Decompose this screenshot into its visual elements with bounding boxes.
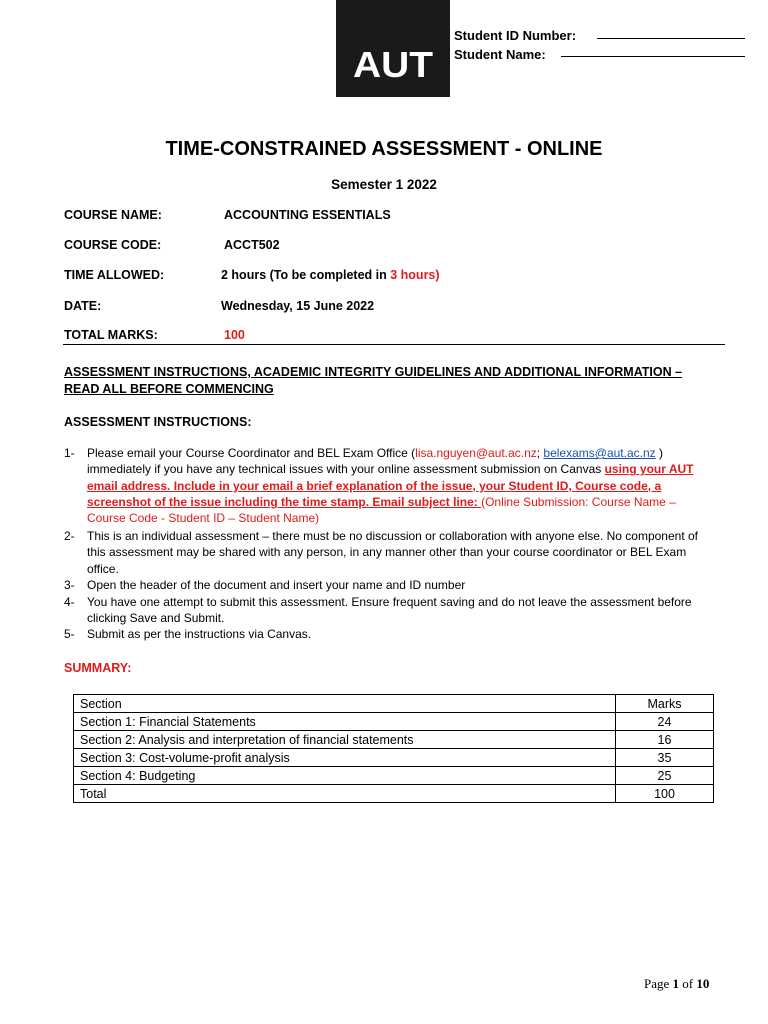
student-id-line: [597, 38, 745, 39]
page-number: [644, 976, 709, 992]
row-marks: 16: [616, 731, 714, 749]
item-number: 2-: [64, 529, 75, 543]
item-1-text-d: (Online Submission: Course Name – Course Code - Student ID – Student Name): [87, 494, 676, 526]
assessment-instructions-label: ASSESSMENT INSTRUCTIONS:: [64, 415, 252, 429]
instruction-item-4: [64, 594, 714, 627]
total-section: Total: [74, 785, 616, 803]
time-allowed-text: 2 hours (To be completed in: [221, 268, 391, 282]
page-word: Page: [644, 976, 673, 991]
item-number: 3-: [64, 578, 75, 592]
table-header-section: Section: [74, 695, 616, 713]
item-text: Submit as per the instructions via Canvas.: [87, 627, 312, 641]
date-label: DATE:: [64, 299, 102, 313]
student-name-line: [561, 56, 745, 57]
course-name-value: ACCOUNTING ESSENTIALS: [224, 208, 391, 222]
date-value: Wednesday, 15 June 2022: [221, 299, 375, 313]
row-section: Section 3: Cost-volume-profit analysis: [74, 749, 616, 767]
item-text: [87, 445, 714, 526]
student-name-label: Student Name:: [454, 47, 546, 62]
course-code-label: COURSE CODE:: [64, 238, 162, 252]
total-marks-value: 100: [224, 328, 245, 342]
row-section: Section 4: Budgeting: [74, 767, 616, 785]
table-row: [74, 767, 714, 785]
aut-logo: [336, 0, 450, 97]
row-section: Section 1: Financial Statements: [74, 713, 616, 731]
coordinator-email-link[interactable]: lisa.nguyen@aut.ac.nz: [415, 446, 537, 460]
row-marks: 35: [616, 749, 714, 767]
total-marks-label: TOTAL MARKS:: [64, 328, 158, 342]
table-row: [74, 731, 714, 749]
item-text: Open the header of the document and insert your name and ID number: [87, 578, 466, 592]
instructions-heading: ASSESSMENT INSTRUCTIONS, ACADEMIC INTEGRITY GUIDELINES AND ADDITIONAL INFORMATION – READ ALL BEFORE COMMENCING: [64, 365, 683, 396]
exam-office-email-link[interactable]: belexams@aut.ac.nz: [543, 446, 656, 460]
page-current: 1: [672, 976, 680, 991]
instruction-item-3: [64, 577, 714, 593]
table-header-row: [74, 695, 714, 713]
time-allowed-red: 3 hours): [390, 268, 440, 282]
table-row: [74, 749, 714, 767]
table-header-marks: Marks: [616, 695, 714, 713]
summary-label: SUMMARY:: [64, 661, 132, 675]
row-marks: 24: [616, 713, 714, 731]
item-number: 4-: [64, 595, 75, 609]
page-title: TIME-CONSTRAINED ASSESSMENT - ONLINE: [165, 138, 603, 160]
item-1-text-c: using your AUT email address. Include in your email a brief explanation of the issue, your Student ID, Course code, a screenshot of the issue including the time stamp. Email subject line:: [87, 462, 694, 509]
course-name-label: COURSE NAME:: [64, 208, 162, 222]
instruction-item-5: [64, 626, 714, 642]
aut-logo-text: AUT: [353, 49, 433, 81]
time-allowed-label: TIME ALLOWED:: [64, 268, 165, 282]
table-row: [74, 713, 714, 731]
item-1-sep: ;: [536, 446, 544, 460]
semester: Semester 1 2022: [331, 177, 437, 192]
aut-logo-mark: [351, 49, 435, 81]
table-total-row: [74, 785, 714, 803]
of-word: of: [679, 976, 697, 991]
item-text: You have one attempt to submit this assessment. Ensure frequent saving and do not leave the assessment before clicking Save and Submit.: [87, 595, 692, 626]
item-number: 5-: [64, 627, 75, 641]
instruction-item-1: [64, 445, 714, 526]
item-text: This is an individual assessment – there must be no discussion or collaboration with anyone else. No component of this assessment may be shared with any person, in any manner other than your course coordinator or BEL Exam office.: [87, 529, 698, 576]
instruction-item-2: [64, 528, 714, 577]
summary-table: [73, 694, 714, 803]
row-section: Section 2: Analysis and interpretation of financial statements: [74, 731, 616, 749]
item-1-text-b: ) immediately if you have any technical issues with your online assessment submission on Canvas: [87, 446, 664, 477]
row-marks: 25: [616, 767, 714, 785]
time-allowed-value: [221, 267, 440, 283]
total-marks: 100: [616, 785, 714, 803]
course-code-value: ACCT502: [224, 238, 280, 252]
item-number: 1-: [64, 446, 75, 460]
divider: [63, 344, 725, 345]
student-id-label: Student ID Number:: [454, 28, 577, 43]
page-total: 10: [696, 976, 710, 991]
item-1-text-a: Please email your Course Coordinator and BEL Exam Office (: [87, 446, 416, 460]
